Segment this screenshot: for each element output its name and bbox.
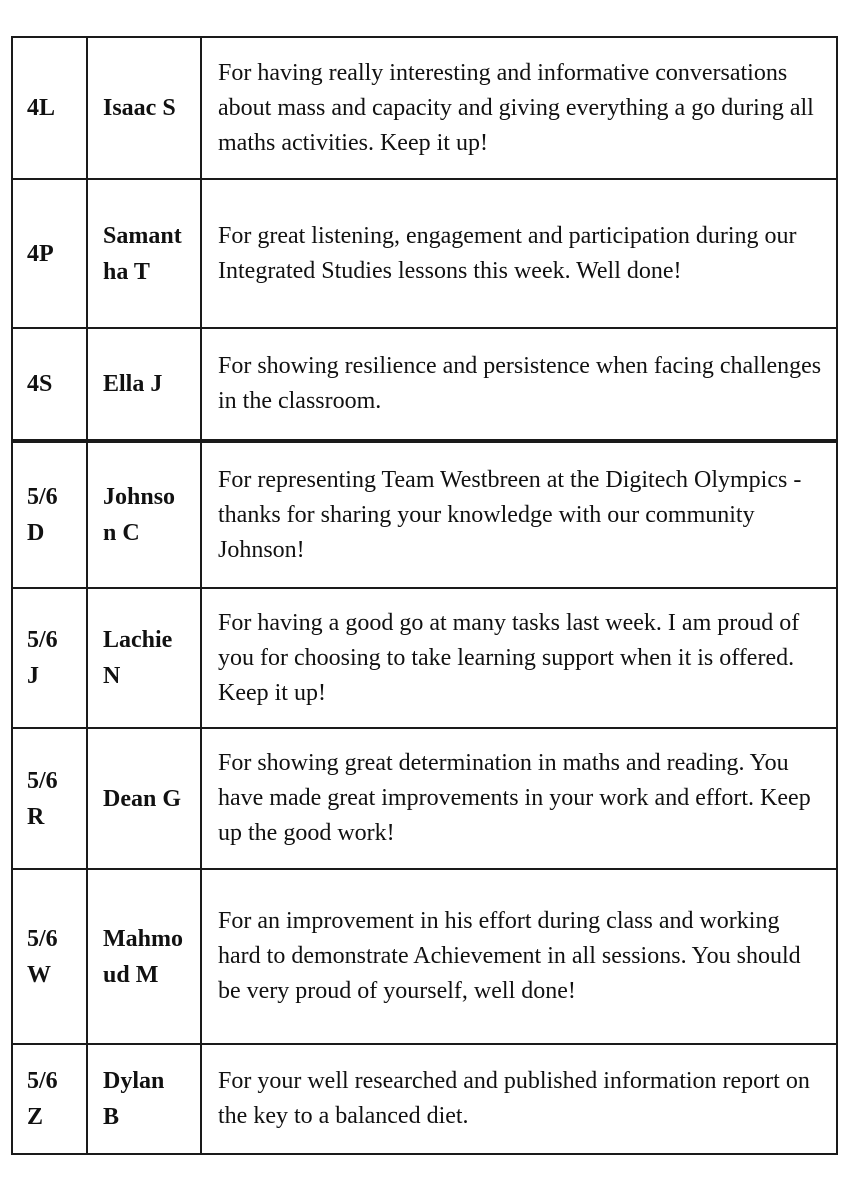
- award-reason-cell: For showing resilience and persistence when facing challenges in the classroom.: [218, 353, 822, 414]
- class-cell: 5/6W: [13, 870, 88, 1043]
- student-name-cell: Johnson C: [88, 443, 202, 587]
- class-cell: 5/6R: [13, 729, 88, 868]
- awards-table: [11, 36, 838, 1155]
- class-cell: 4P: [13, 180, 88, 327]
- class-cell: 4S: [13, 329, 88, 439]
- table-row: [13, 589, 836, 729]
- student-name-cell: Isaac S: [88, 38, 202, 178]
- table-row: [13, 38, 836, 180]
- class-cell: 4L: [13, 38, 88, 178]
- table-row: [13, 870, 836, 1045]
- table-row: [13, 443, 836, 589]
- award-reason-cell: For showing great determination in maths and reading. You have made great improvements in your work and effort. Keep up the good work!: [218, 750, 811, 846]
- table-row: [13, 180, 836, 329]
- student-name-cell: Ella J: [88, 329, 202, 439]
- table-row: [13, 329, 836, 443]
- table-row: [13, 1045, 836, 1153]
- class-cell: 5/6J: [13, 589, 88, 727]
- award-reason-cell: For your well researched and published information report on the key to a balanced diet.: [218, 1068, 810, 1129]
- class-cell: 5/6D: [13, 443, 88, 587]
- table-row: [13, 729, 836, 870]
- student-name-cell: Samantha T: [88, 180, 202, 327]
- student-name-cell: Mahmoud M: [88, 870, 202, 1043]
- student-name-cell: Dean G: [88, 729, 202, 868]
- award-reason-cell: For having a good go at many tasks last week. I am proud of you for choosing to take learning support when it is offered. Keep it up!: [218, 609, 800, 706]
- class-cell: 5/6Z: [13, 1045, 88, 1153]
- award-reason-cell: For representing Team Westbreen at the Digitech Olympics - thanks for sharing your knowledge with our community Johnson!: [218, 466, 802, 563]
- student-name-cell: Dylan B: [88, 1045, 202, 1153]
- award-reason-cell: For an improvement in his effort during class and working hard to demonstrate Achievement in all sessions. You should be very proud of yourself, well done!: [218, 908, 801, 1004]
- award-reason-cell: For great listening, engagement and participation during our Integrated Studies lessons this week. Well done!: [218, 222, 797, 284]
- student-name-cell: Lachie N: [88, 589, 202, 727]
- award-reason-cell: For having really interesting and informative conversations about mass and capacity and giving everything a go during all maths activities. Keep it up!: [218, 59, 814, 156]
